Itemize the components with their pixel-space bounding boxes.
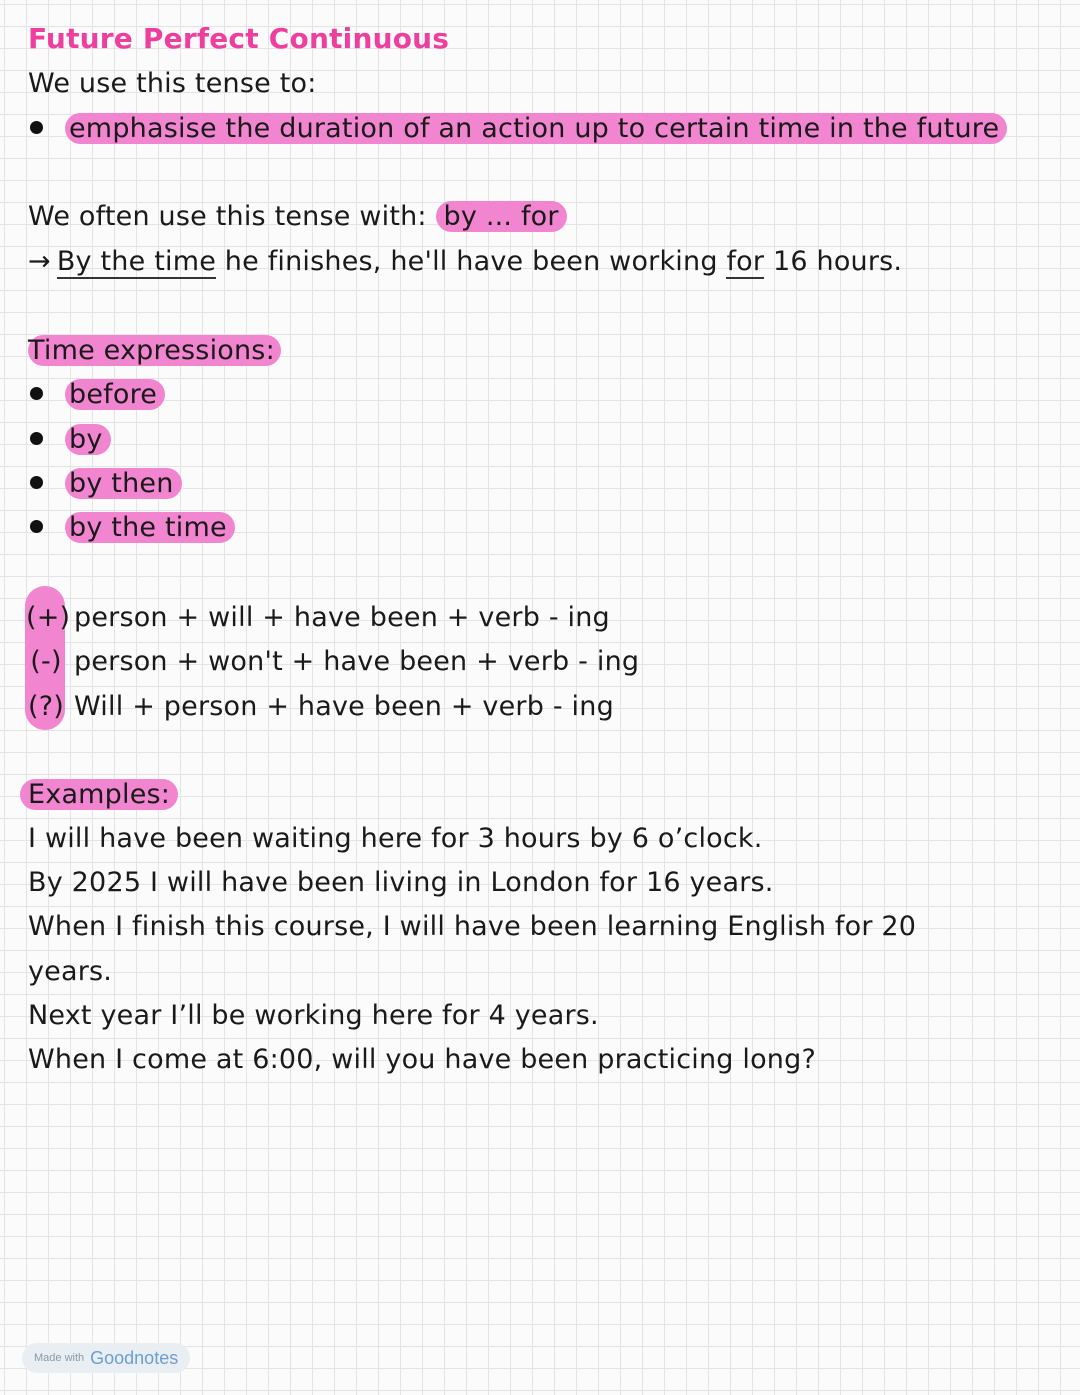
- form-sign: (+): [26, 602, 71, 633]
- usage-intro: We use this tense to:: [28, 68, 317, 99]
- often-prefix: We often use this tense with:: [28, 201, 427, 232]
- form-sign: (?): [28, 691, 64, 722]
- example-sentence: When I come at 6:00, will you have been practicing long?: [28, 1044, 816, 1075]
- bullet-icon: [30, 387, 43, 400]
- often-highlight: by ... for: [436, 201, 567, 232]
- list-item: [28, 422, 111, 458]
- form-text: person + won't + have been + verb - ing: [74, 646, 640, 677]
- time-expressions-heading-line: [28, 333, 281, 369]
- time-expression-item: by the time: [65, 512, 235, 543]
- underlined-for: for: [726, 246, 765, 277]
- list-item: [28, 466, 182, 502]
- examples-heading: Examples:: [20, 779, 178, 810]
- example-end: 16 hours.: [764, 246, 903, 277]
- bullet-icon: [30, 121, 43, 134]
- example-sentence: years.: [28, 956, 113, 987]
- form-question: [28, 689, 614, 725]
- bullet-icon: [30, 432, 43, 445]
- list-item: [28, 377, 165, 413]
- arrow-icon: →: [28, 246, 51, 277]
- form-negative: [28, 644, 639, 680]
- examples-heading-line: [28, 777, 178, 813]
- form-sign: (-): [30, 646, 62, 677]
- example-middle: he finishes, he'll have been working: [216, 246, 727, 277]
- bullet-icon: [30, 476, 43, 489]
- form-positive: [28, 600, 610, 636]
- time-expression-item: by then: [65, 468, 182, 499]
- example-sentence: By 2025 I will have been living in London for 16 years.: [28, 867, 774, 898]
- example-sentence: When I finish this course, I will have been learning English for 20: [28, 911, 917, 942]
- underlined-by-the-time: By the time: [56, 246, 217, 277]
- usage-bullet-text: emphasise the duration of an action up to certain time in the future: [65, 113, 1007, 144]
- form-text: Will + person + have been + verb - ing: [74, 691, 614, 722]
- goodnotes-logo: Goodnotes: [90, 1347, 179, 1368]
- form-text: person + will + have been + verb - ing: [74, 602, 610, 633]
- list-item: [28, 510, 235, 546]
- usage-bullet-item: [28, 111, 1007, 147]
- time-expressions-heading: Time expressions:: [28, 335, 281, 366]
- bullet-icon: [30, 520, 43, 533]
- often-example: [28, 244, 902, 280]
- time-expression-item: before: [65, 379, 165, 410]
- page-title: Future Perfect Continuous: [28, 22, 450, 55]
- badge-small-text: Made with: [34, 1352, 85, 1364]
- example-sentence: Next year I’ll be working here for 4 years.: [28, 1000, 599, 1031]
- often-line: [28, 199, 567, 235]
- time-expression-item: by: [65, 424, 111, 455]
- made-with-goodnotes-badge: [22, 1343, 190, 1373]
- example-sentence: I will have been waiting here for 3 hours by 6 o’clock.: [28, 823, 763, 854]
